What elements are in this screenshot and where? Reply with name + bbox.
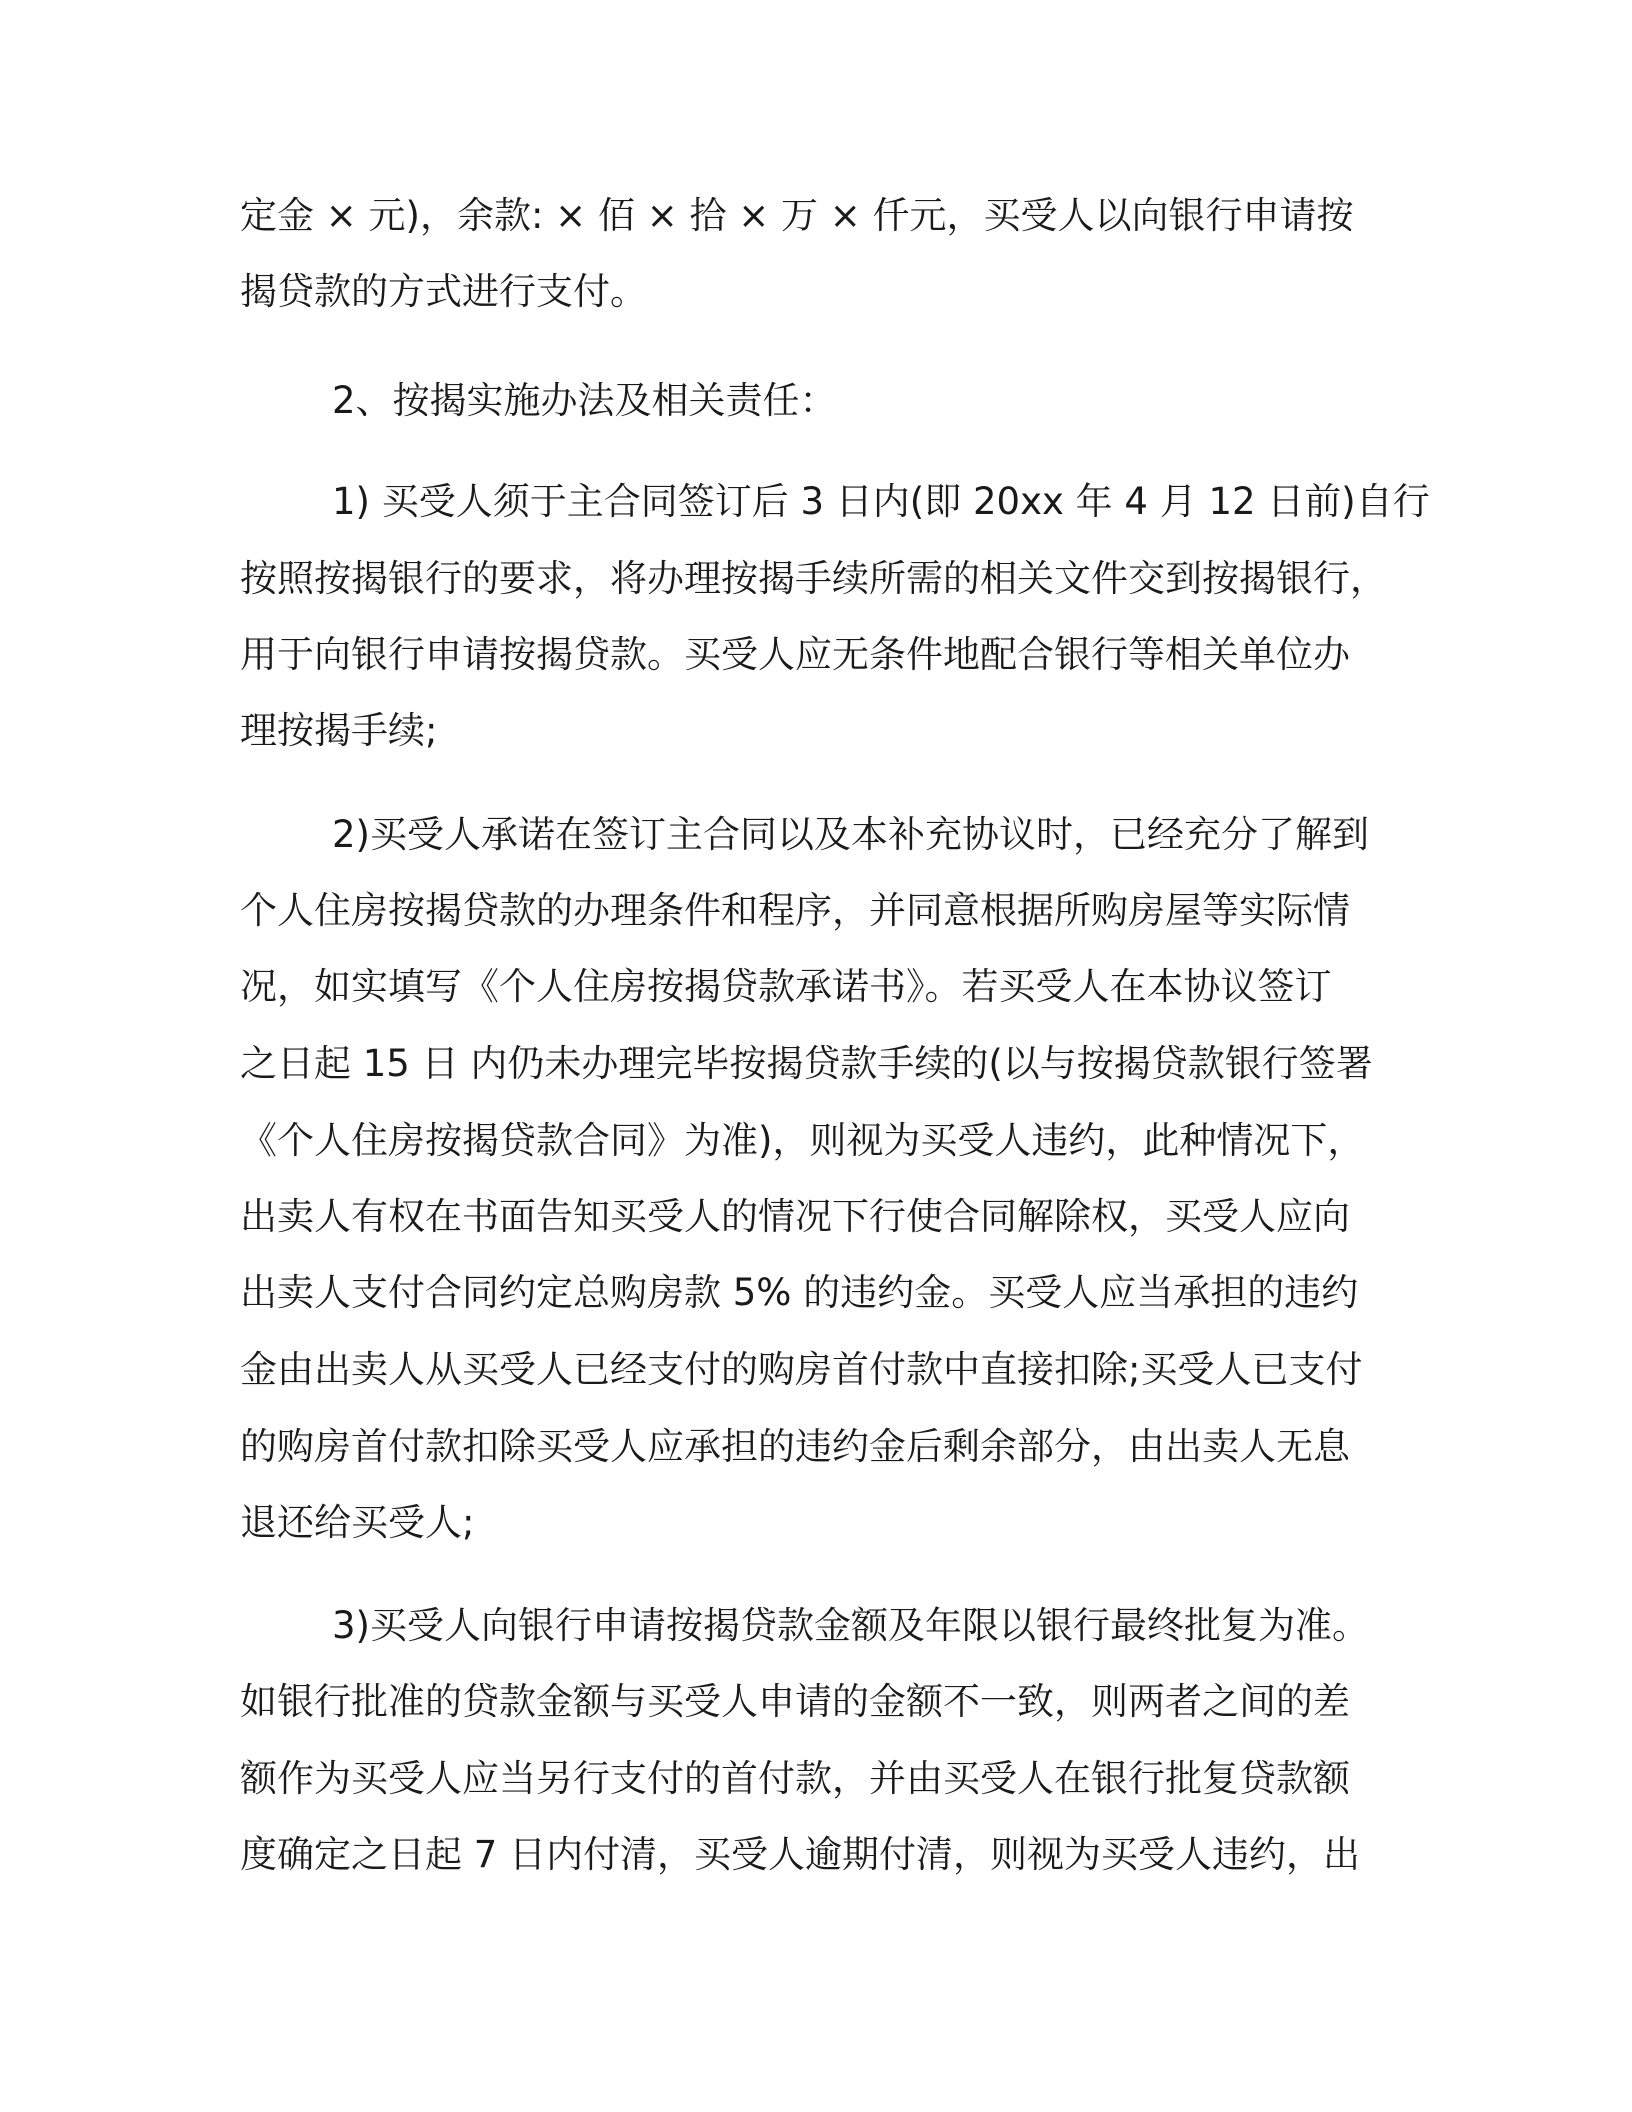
text-line: 如银行批准的贷款金额与买受人申请的金额不一致，则两者之间的差 [240,1680,1350,1723]
text-line: 定金 × 元)，余款: × 佰 × 拾 × 万 × 仟元，买受人以向银行申请按 [240,194,1354,237]
text-line: 个人住房按揭贷款的办理条件和程序，并同意根据所购房屋等实际情 [240,889,1350,932]
text-line: 用于向银行申请按揭贷款。买受人应无条件地配合银行等相关单位办 [240,633,1350,676]
text-line: 额作为买受人应当另行支付的首付款，并由买受人在银行批复贷款额 [240,1757,1350,1800]
text-line: 之日起 15 日 内仍未办理完毕按揭贷款手续的(以与按揭贷款银行签署 [240,1042,1373,1085]
text-line: 揭贷款的方式进行支付。 [240,270,647,313]
text-line: 3)买受人向银行申请按揭贷款金额及年限以银行最终批复为准。 [332,1604,1369,1647]
text-line: 退还给买受人; [240,1501,475,1544]
text-line: 度确定之日起 7 日内付清，买受人逾期付清，则视为买受人违约，出 [240,1833,1361,1876]
text-line: 况，如实填写《个人住房按揭贷款承诺书》。若买受人在本协议签订 [240,965,1332,1008]
text-line: 理按揭手续; [240,709,438,752]
text-line: 2)买受人承诺在签订主合同以及本补充协议时，已经充分了解到 [332,813,1369,856]
text-line: 按照按揭银行的要求，将办理按揭手续所需的相关文件交到按揭银行， [240,557,1387,600]
text-line: 金由出卖人从买受人已经支付的购房首付款中直接扣除;买受人已支付 [240,1348,1363,1391]
text-line: 出卖人有权在书面告知买受人的情况下行使合同解除权，买受人应向 [240,1195,1350,1238]
text-line: 出卖人支付合同约定总购房款 5% 的违约金。买受人应当承担的违约 [240,1271,1359,1314]
text-line: 《个人住房按揭贷款合同》为准)，则视为买受人违约，此种情况下， [240,1119,1365,1162]
text-line: 的购房首付款扣除买受人应承担的违约金后剩余部分，由出卖人无息 [240,1425,1350,1468]
text-line: 1) 买受人须于主合同签订后 3 日内(即 20xx 年 4 月 12 日前)自行 [332,480,1430,523]
section-heading: 2、按揭实施办法及相关责任： [332,379,837,422]
